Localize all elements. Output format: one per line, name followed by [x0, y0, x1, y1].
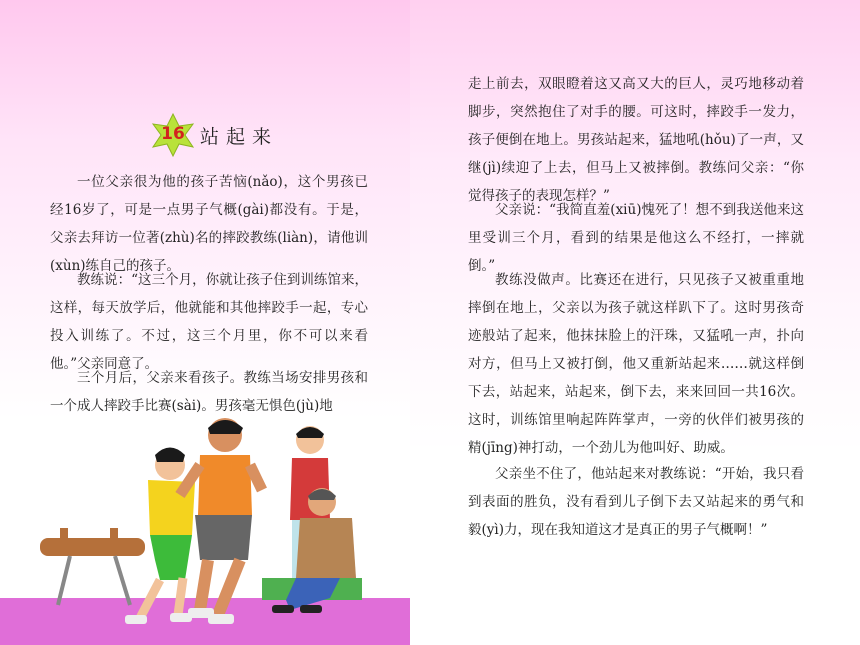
left-page — [0, 0, 410, 645]
lesson-title — [150, 112, 350, 160]
lesson-title-text: 站起来 — [200, 126, 279, 148]
right-page — [410, 0, 860, 645]
boy-figure — [125, 448, 195, 625]
wrestling-illustration — [0, 410, 410, 645]
right-paragraph-2: 父亲说：“我简直羞(xiū)愧死了！想不到我送他来这里受训三个月，看到的结果是他这么不经打，一摔就倒。” — [468, 202, 804, 274]
left-paragraph-2: 教练说：“这三个月，你就让孩子住到训练馆来，这样，每天放学后，他就能和其他摔跤手一起，专心投入训练了。不过，这三个月里，你不可以来看他。”父亲同意了。 — [50, 272, 368, 372]
lesson-number: 16 — [161, 124, 185, 144]
left-paragraph-1: 一位父亲很为他的孩子苦恼(nǎo)，这个男孩已经16岁了，可是一点男子气概(gài)都没有。于是，父亲去拜访一位著(zhù)名的摔跤教练(liàn)，请他训(xùn)练自己的孩子。 — [50, 174, 368, 274]
right-paragraph-3: 教练没做声。比赛还在进行，只见孩子又被重重地摔倒在地上，父亲以为孩子就这样趴下了。这时男孩奇迹般站了起来，他抹抹脸上的汗珠，又猛吼一声，扑向对方，但马上又被打倒，他又重新站起来……就这样倒下去，站起来，站起来，倒下去，来来回回一共16次。这时，训练馆里响起阵阵掌声，一旁的伙伴们被男孩的精(jīng)神打动，一个劲儿为他叫好、助威。 — [468, 272, 804, 456]
right-paragraph-4: 父亲坐不住了，他站起来对教练说：“开始，我只看到表面的胜负，没有看到儿子倒下去又站起来的勇气和毅(yì)力，现在我知道这才是真正的男子气概啊！” — [468, 466, 804, 538]
left-paragraph-3: 三个月后，父亲来看孩子。教练当场安排男孩和一个成人摔跤手比赛(sài)。男孩毫无惧色(jù)地 — [50, 370, 368, 414]
right-paragraph-1: 走上前去，双眼瞪着这又高又大的巨人，灵巧地移动着脚步，突然抱住了对手的腰。可这时，摔跤手一发力，孩子便倒在地上。男孩站起来，猛地吼(hǒu)了一声，又继(jì)续迎了上去，但马上又被摔倒。教练问父亲：“你觉得孩子的表现怎样？” — [468, 76, 804, 204]
pommel-horse-icon — [40, 528, 145, 605]
